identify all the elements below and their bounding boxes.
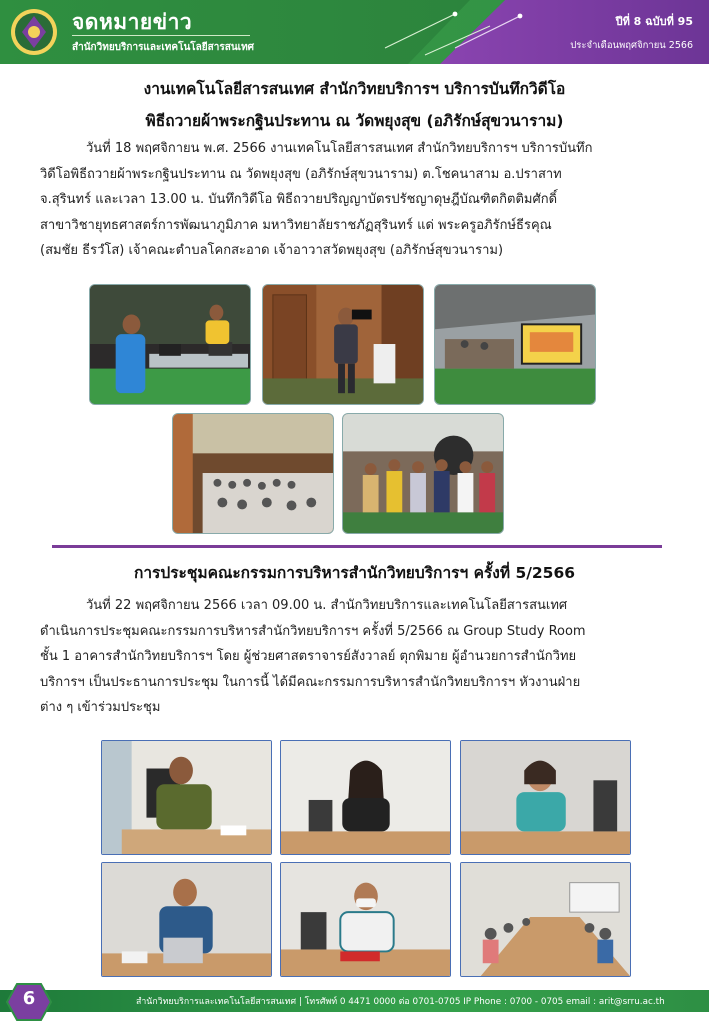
section-divider (52, 545, 662, 548)
article2-photo-chairman (101, 740, 272, 855)
article1-line: จ.สุรินทร์ และเวลา 13.00 น. บันทึกวิดีโอ พิธีถวายปริญญาบัตรปรัชญาดุษฎีบัณฑิตกิตติมศักดิ์ (40, 192, 558, 207)
footer-contact-info: สำนักวิทยบริการและเทคโนโลยีสารสนเทศ | โทรศัพท์ 0 4471 0000 ต่อ 0701-0705 IP Phone : 0700 - 0705 email : arit@srru.ac.th (136, 997, 665, 1007)
article1-line: วิดีโอพิธีถวายผ้าพระกฐินประทาน ณ วัดพยุงสุข (อภิรักษ์สุขวนาราม) ต.โชคนาสาม อ.ปราสาท (40, 166, 562, 182)
newsletter-title: จดหมายข่าว (72, 10, 193, 34)
article1-line: (สมชัย ธีรวํโส) เจ้าคณะตำบลโคกสะอาด เจ้าอาวาสวัดพยุงสุข (อภิรักษ์สุขวนาราม) (40, 243, 504, 258)
article2-photo-meeting-room (460, 862, 631, 977)
article2-title: การประชุมคณะกรรมการบริหารสำนักวิทยบริการฯ ครั้งที่ 5/2566 (133, 564, 576, 582)
article2-photo-woman-black (280, 740, 451, 855)
article2-photo-woman-teal (460, 740, 631, 855)
article1-photo-live-screen (434, 284, 596, 405)
newsletter-footer (0, 982, 709, 1024)
newsletter-subtitle: สำนักวิทยบริการและเทคโนโลยีสารสนเทศ (72, 42, 255, 53)
article1-body (40, 136, 674, 264)
article1-photo-recording-desk (89, 284, 251, 405)
article1-line: วันที่ 18 พฤศจิกายน พ.ศ. 2566 งานเทคโนโลยีสารสนเทศ สำนักวิทยบริการฯ บริการบันทึก (86, 141, 593, 156)
article1-title-line1: งานเทคโนโลยีสารสนเทศ สำนักวิทยบริการฯ บริการบันทึกวิดีโอ (143, 80, 566, 98)
article2-line: ต่าง ๆ เข้าร่วมประชุม (40, 700, 161, 715)
article1-title-line2: พิธีถวายผ้าพระกฐินประทาน ณ วัดพยุงสุข (อภิรักษ์สุขวนาราม) (145, 112, 564, 130)
article1-line: สาขาวิชายุทธศาสตร์การพัฒนาภูมิภาค มหาวิทยาลัยราชภัฏสุรินทร์ แด่ พระครูอภิรักษ์ธีรคุณ (40, 217, 552, 233)
article1-photo-cameraman (262, 284, 424, 405)
university-logo (10, 7, 58, 57)
article1-photo-crowd (172, 413, 334, 534)
article2-photo-man-laptop (101, 862, 272, 977)
article2-line: ชั้น 1 อาคารสำนักวิทยบริการฯ โดย ผู้ช่วยศาสตราจารย์สังวาลย์ ตุกพิมาย ผู้อำนวยการสำนักวิทย (40, 649, 577, 664)
article1-photo-group (342, 413, 504, 534)
article2-line: วันที่ 22 พฤศจิกายน 2566 เวลา 09.00 น. สำนักวิทยบริการและเทคโนโลยีสารสนเทศ (86, 598, 568, 613)
article2-line: บริการฯ เป็นประธานการประชุม ในการนี้ ได้มีคณะกรรมการบริหารสำนักวิทยบริการฯ หัวงานฝ่าย (40, 674, 581, 690)
issue-number: ปีที่ 8 ฉบับที่ 95 (615, 15, 693, 28)
article2-photo-woman-mask (280, 862, 451, 977)
page-number: 6 (22, 988, 36, 1009)
issue-month: ประจำเดือนพฤศจิกายน 2566 (570, 40, 693, 51)
article2-body (40, 593, 674, 721)
article2-line: ดำเนินการประชุมคณะกรรมการบริหารสำนักวิทยบริการฯ ครั้งที่ 5/2566 ณ Group Study Room (40, 623, 586, 639)
title-underline (72, 35, 250, 36)
newsletter-header (0, 0, 709, 64)
